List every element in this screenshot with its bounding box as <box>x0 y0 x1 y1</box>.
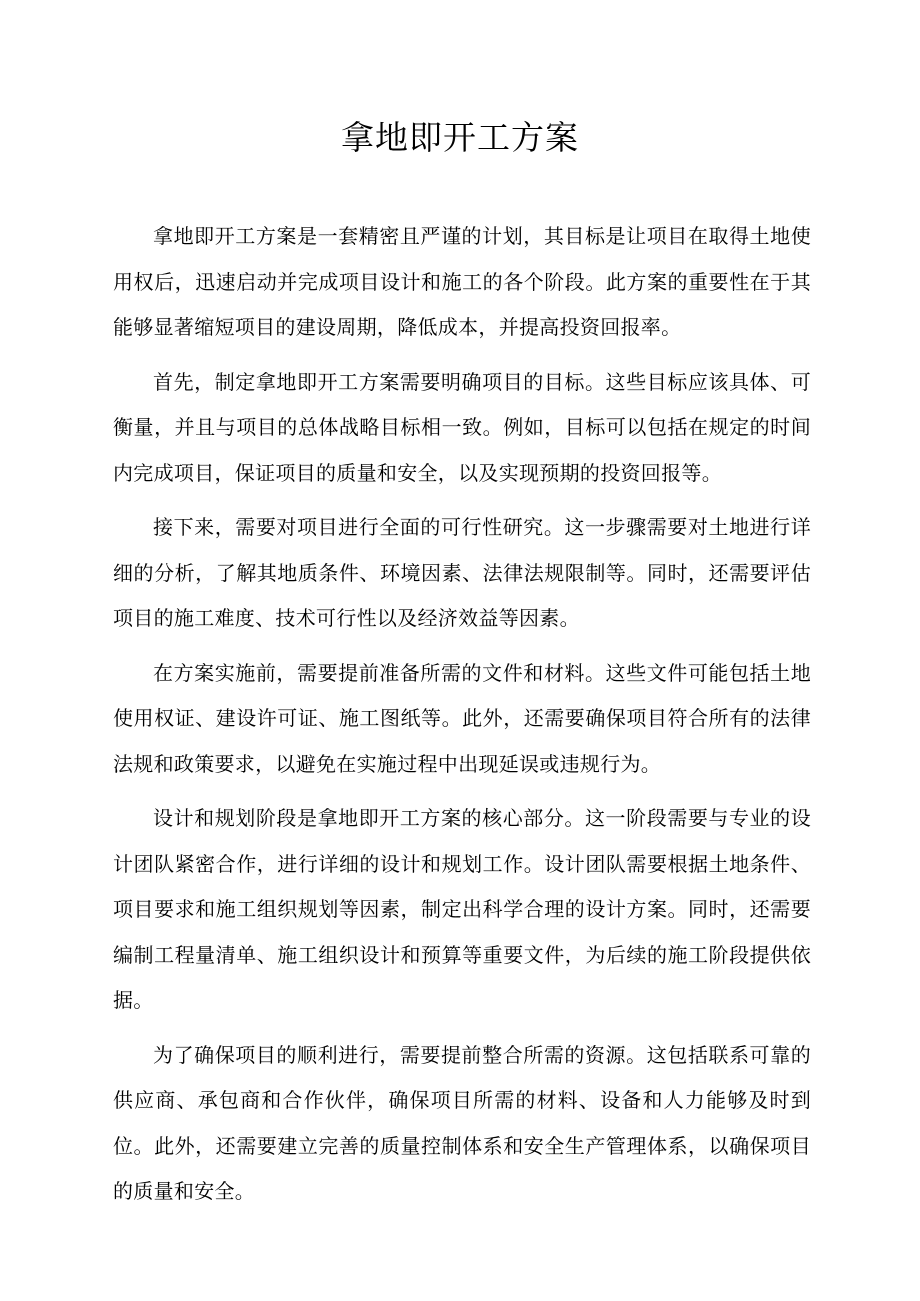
paragraph-1: 拿地即开工方案是一套精密且严谨的计划，其目标是让项目在取得土地使用权后，迅速启动并完成项目设计和施工的各个阶段。此方案的重要性在于其能够显著缩短项目的建设周期，降低成本，并提高投资回报率。 <box>113 224 811 339</box>
paragraph-2: 首先，制定拿地即开工方案需要明确项目的目标。这些目标应该具体、可衡量，并且与项目的总体战略目标相一致。例如，目标可以包括在规定的时间内完成项目，保证项目的质量和安全，以及实现预期的投资回报等。 <box>113 369 811 485</box>
paragraph-3: 接下来，需要对项目进行全面的可行性研究。这一步骤需要对土地进行详细的分析，了解其地质条件、环境因素、法律法规限制等。同时，还需要评估项目的施工难度、技术可行性以及经济效益等因素。 <box>113 515 811 630</box>
paragraph-5: 设计和规划阶段是拿地即开工方案的核心部分。这一阶段需要与专业的设计团队紧密合作，进行详细的设计和规划工作。设计团队需要根据土地条件、项目要求和施工组织规划等因素，制定出科学合理的设计方案。同时，还需要编制工程量清单、施工组织设计和预算等重要文件，为后续的施工阶段提供依据。 <box>113 806 811 1012</box>
paragraph-6: 为了确保项目的顺利进行，需要提前整合所需的资源。这包括联系可靠的供应商、承包商和合作伙伴，确保项目所需的材料、设备和人力能够及时到位。此外，还需要建立完善的质量控制体系和安全生产管理体系，以确保项目的质量和安全。 <box>113 1042 811 1203</box>
document-body <box>113 214 811 1224</box>
document-title: 拿地即开工方案 <box>341 118 579 157</box>
paragraph-4: 在方案实施前，需要提前准备所需的文件和材料。这些文件可能包括土地使用权证、建设许可证、施工图纸等。此外，还需要确保项目符合所有的法律法规和政策要求，以避免在实施过程中出现延误或违规行为。 <box>113 660 811 776</box>
